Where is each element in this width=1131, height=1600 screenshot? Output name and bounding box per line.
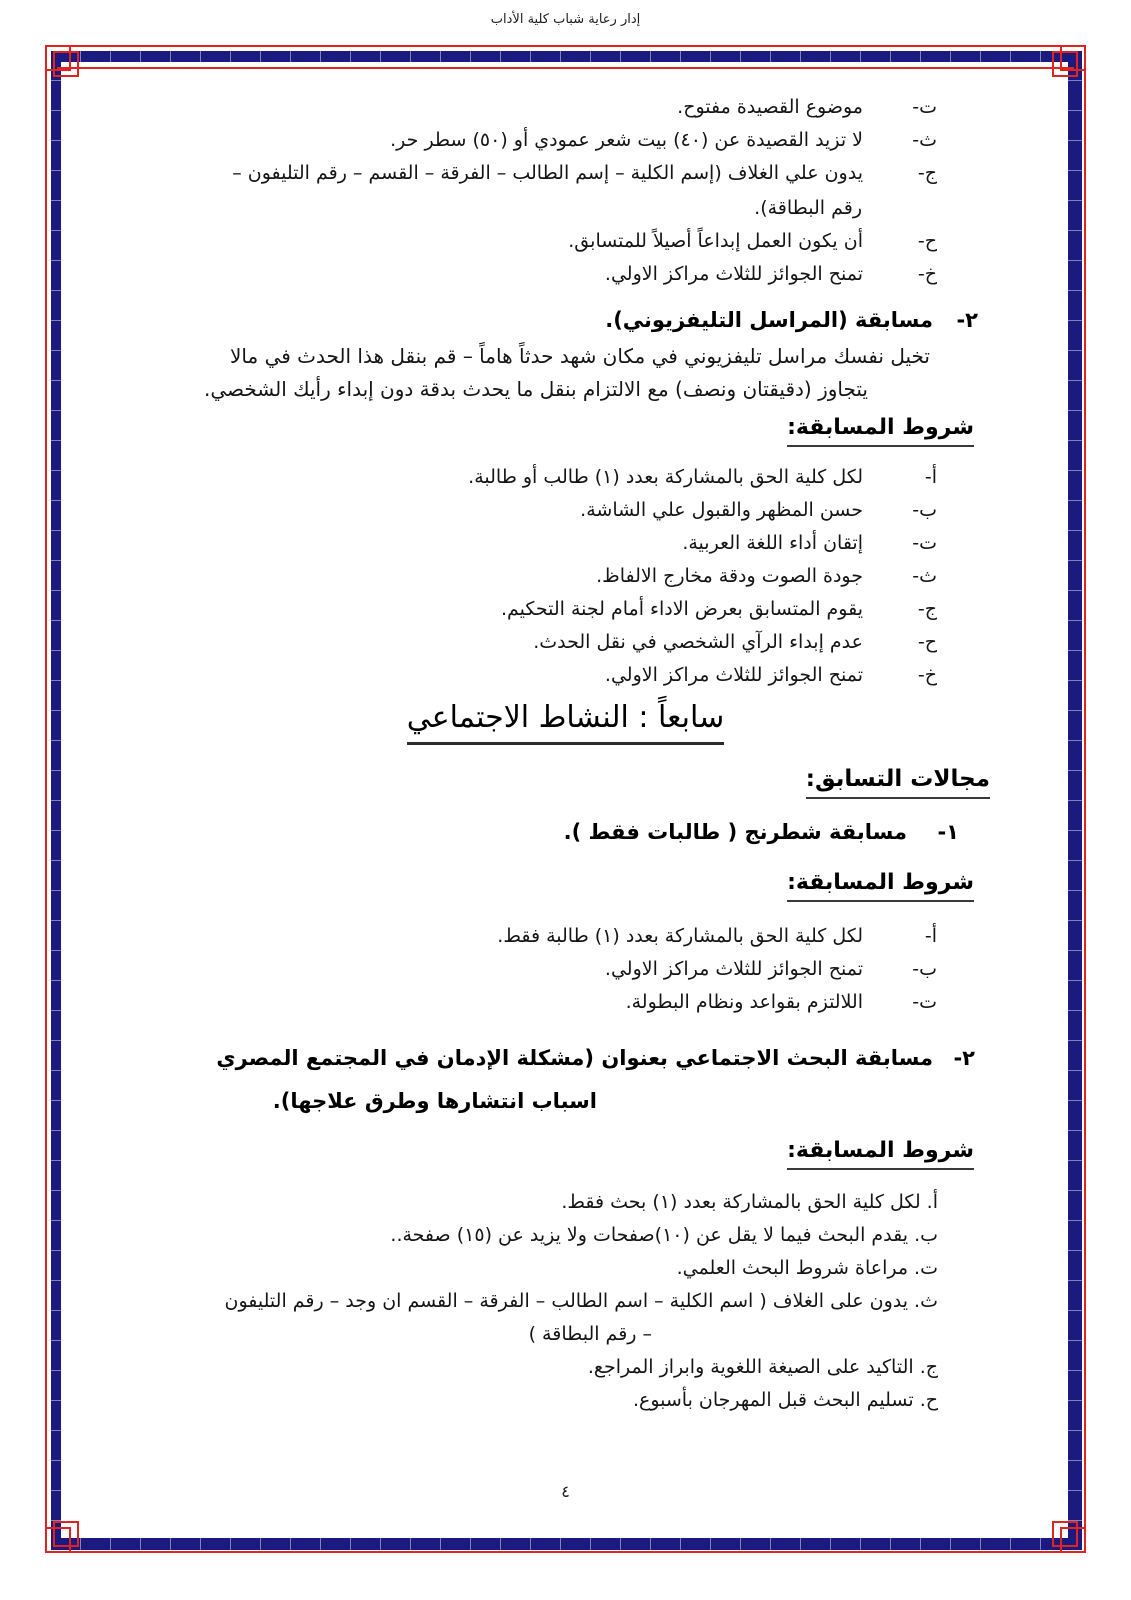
research-condition-item: أ. لكل كلية الحق بالمشاركة بعدد (١) بحث فقط. — [561, 1191, 938, 1213]
tv-description-line: يتجاوز (دقيقتان ونصف) مع الالتزام بنقل ما يحدث بدقة دون إبداء رأيك الشخصي. — [203, 377, 868, 401]
list-text: لكل كلية الحق بالمشاركة بعدد (١) طالبة فقط. — [497, 925, 863, 947]
research-condition-continuation: – رقم البطاقة ) — [528, 1323, 652, 1345]
tv-condition-item — [580, 499, 937, 521]
research-condition-item: ج. التاكيد على الصيغة اللغوية وابراز المراجع. — [587, 1356, 938, 1378]
chess-condition-item — [626, 991, 937, 1013]
frame-corner-ornament — [53, 51, 79, 77]
tv-competition-title — [605, 308, 978, 332]
list-text: جودة الصوت ودقة مخارج الالفاظ. — [596, 565, 863, 587]
item-title-text: اسباب انتشارها وطرق علاجها). — [272, 1089, 597, 1113]
chess-competition-title — [564, 820, 959, 844]
research-condition-item: ت. مراعاة شروط البحث العلمي. — [676, 1257, 938, 1279]
list-text: أن يكون العمل إبداعاً أصيلاً للمتسابق. — [568, 230, 863, 252]
tv-condition-item — [533, 631, 937, 653]
poetry-rule-item — [568, 230, 937, 252]
list-text: تمنح الجوائز للثلاث مراكز الاولي. — [604, 958, 863, 980]
item-title-text: مسابقة شطرنج ( طالبات فقط ). — [563, 820, 907, 844]
page-header-title: إدار رعاية شباب كلية الأداب — [490, 12, 641, 27]
list-text: يدون علي الغلاف (إسم الكلية – إسم الطالب – الفرقة – القسم – رقم التليفون – — [232, 162, 863, 184]
list-marker: ت- — [912, 991, 937, 1013]
list-marker: ح- — [917, 631, 937, 653]
poetry-rule-continuation: رقم البطاقة). — [754, 197, 862, 219]
tv-condition-item — [501, 598, 937, 620]
list-text: تمنح الجوائز للثلاث مراكز الاولي. — [604, 664, 863, 686]
frame-navy-right — [1068, 51, 1082, 1550]
conditions-label: شروط المسابقة: — [787, 1138, 974, 1170]
item-number: ٢- — [956, 308, 978, 332]
research-competition-title — [216, 1046, 975, 1070]
poetry-rule-item — [390, 129, 937, 151]
conditions-label: شروط المسابقة: — [787, 415, 974, 447]
list-text: عدم إبداء الرآي الشخصي في نقل الحدث. — [533, 631, 863, 653]
list-marker: أ- — [924, 925, 937, 947]
tv-condition-item — [682, 532, 937, 554]
list-text: لا تزيد القصيدة عن (٤٠) بيت شعر عمودي أو (٥٠) سطر حر. — [390, 129, 863, 151]
list-marker: ت- — [912, 532, 937, 554]
frame-navy-left — [51, 51, 61, 1550]
frame-corner-ornament — [53, 1521, 79, 1547]
list-text: تمنح الجوائز للثلاث مراكز الاولي. — [604, 263, 863, 285]
item-title-text: مسابقة البحث الاجتماعي بعنوان (مشكلة الإدمان في المجتمع المصري — [216, 1046, 933, 1070]
section-heading: سابعاً : النشاط الاجتماعي — [407, 700, 725, 745]
list-marker: ث- — [912, 565, 937, 587]
page-number: ٤ — [561, 1482, 570, 1501]
list-marker: أ- — [924, 466, 937, 488]
poetry-rule-item — [605, 263, 937, 285]
competition-fields-label: مجالات التسابق: — [806, 766, 990, 799]
list-marker: ب- — [912, 499, 937, 521]
chess-condition-item — [605, 958, 937, 980]
list-marker: ج- — [917, 162, 937, 184]
list-text: لكل كلية الحق بالمشاركة بعدد (١) طالب أو طالبة. — [468, 466, 863, 488]
list-marker: ث- — [912, 129, 937, 151]
research-condition-item: ب. يقدم البحث فيما لا يقل عن (١٠)صفحات ولا يزيد عن (١٥) صفحة.. — [390, 1224, 938, 1246]
research-condition-item: ح. تسليم البحث قبل المهرجان بأسبوع. — [632, 1389, 938, 1411]
list-text: موضوع القصيدة مفتوح. — [677, 96, 863, 118]
item-number: ١- — [937, 820, 959, 844]
frame-navy-bottom — [51, 1538, 1082, 1550]
list-marker: ت- — [912, 96, 937, 118]
tv-condition-item — [596, 565, 937, 587]
list-marker: خ- — [917, 263, 937, 285]
poetry-rule-item — [677, 96, 937, 118]
frame-corner-ornament — [1052, 1521, 1078, 1547]
list-text: يقوم المتسابق بعرض الاداء أمام لجنة التحكيم. — [500, 598, 863, 620]
list-text: إتقان أداء اللغة العربية. — [682, 532, 863, 554]
frame-red-inner-top — [57, 67, 1074, 69]
conditions-label: شروط المسابقة: — [787, 870, 974, 902]
research-condition-item: ث. يدون على الغلاف ( اسم الكلية – اسم الطالب – الفرقة – القسم ان وجد – رقم التليفون — [224, 1290, 938, 1312]
tv-condition-item — [468, 466, 937, 488]
section-heading-wrap — [0, 700, 1131, 745]
poetry-rule-item — [232, 162, 937, 184]
item-number: ٢- — [953, 1046, 975, 1070]
frame-navy-top — [51, 51, 1082, 62]
chess-condition-item — [497, 925, 937, 947]
list-marker: خ- — [917, 664, 937, 686]
research-competition-title-line2 — [273, 1089, 597, 1113]
tv-condition-item — [605, 664, 937, 686]
frame-corner-ornament — [1052, 51, 1078, 77]
list-marker: ج- — [917, 598, 937, 620]
list-text: اللالتزم بقواعد ونظام البطولة. — [625, 991, 863, 1013]
list-text: حسن المظهر والقبول علي الشاشة. — [580, 499, 863, 521]
tv-description-line: تخيل نفسك مراسل تليفزيوني في مكان شهد حدثاً هاماً – قم بنقل هذا الحدث في مالا — [230, 344, 930, 368]
item-title-text: مسابقة (المراسل التليفزيوني). — [605, 308, 933, 332]
list-marker: ب- — [912, 958, 937, 980]
list-marker: ح- — [917, 230, 937, 252]
